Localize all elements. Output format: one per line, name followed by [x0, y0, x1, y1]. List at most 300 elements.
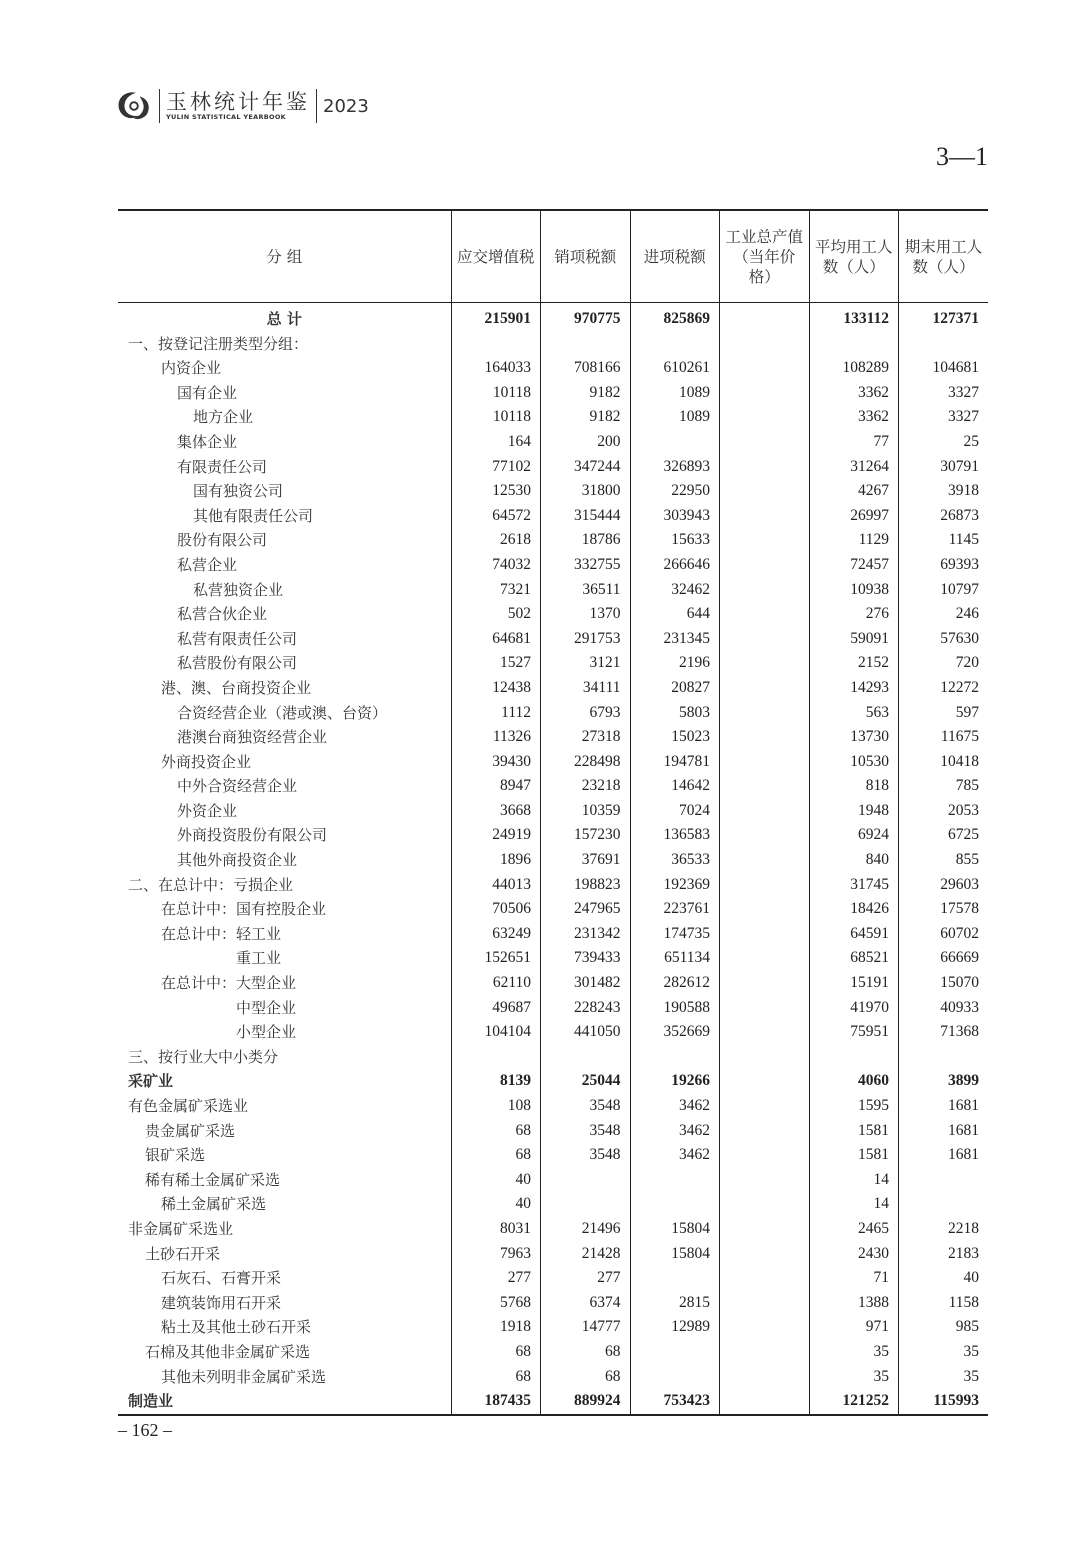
- table-cell: 69393: [899, 553, 989, 578]
- row-label: 稀有稀土金属矿采选: [145, 1170, 281, 1189]
- table-cell: 5768: [451, 1291, 541, 1316]
- row-label: 小型企业: [236, 1023, 297, 1042]
- table-cell: [720, 701, 810, 726]
- table-cell: 301482: [541, 971, 631, 996]
- row-label: 三、按行业大中小类分: [128, 1047, 279, 1066]
- table-cell: 200: [541, 430, 631, 455]
- table-cell: [720, 1045, 810, 1070]
- table-cell: 1129: [809, 528, 899, 553]
- column-header: 工业总产值（当年价格）: [720, 210, 810, 303]
- row-label: 石灰石、石膏开采: [161, 1269, 282, 1288]
- table-cell: 7963: [451, 1242, 541, 1267]
- table-row: [118, 553, 988, 578]
- table-cell: 40: [899, 1266, 989, 1291]
- table-cell: 190588: [630, 996, 720, 1021]
- table-cell: 68: [451, 1119, 541, 1144]
- table-row: [118, 1143, 988, 1168]
- row-label: 私营合伙企业: [177, 605, 268, 624]
- row-label: 有色金属矿采选业: [128, 1097, 249, 1115]
- table-cell: [630, 1168, 720, 1193]
- table-cell: 39430: [451, 750, 541, 775]
- table-cell: 4060: [809, 1069, 899, 1094]
- table-cell: 10118: [451, 381, 541, 406]
- table-cell: [720, 479, 810, 504]
- table-cell: 1145: [899, 528, 989, 553]
- table-cell: 71: [809, 1266, 899, 1291]
- yearbook-title-cn: 玉林统计年鉴: [166, 90, 310, 114]
- table-row: [118, 1217, 988, 1242]
- table-row: [118, 1119, 988, 1144]
- table-cell: 14642: [630, 774, 720, 799]
- table-cell: [720, 430, 810, 455]
- table-cell: 6725: [899, 823, 989, 848]
- row-label: 贵金属矿采选: [145, 1121, 236, 1140]
- table-cell: 157230: [541, 823, 631, 848]
- row-label: 集体企业: [177, 432, 238, 451]
- row-label: 土砂石开采: [145, 1244, 221, 1263]
- table-cell: [899, 332, 989, 357]
- table-cell: 1681: [899, 1119, 989, 1144]
- page-number: – 162 –: [118, 1420, 172, 1440]
- table-cell: 68: [451, 1365, 541, 1390]
- table-cell: [720, 971, 810, 996]
- column-header: 分 组: [118, 210, 451, 303]
- table-cell: [720, 1168, 810, 1193]
- table-cell: [720, 1119, 810, 1144]
- table-cell: 1112: [451, 701, 541, 726]
- table-cell: 3548: [541, 1143, 631, 1168]
- table-cell: 198823: [541, 873, 631, 898]
- table-cell: 818: [809, 774, 899, 799]
- table-cell: 25044: [541, 1069, 631, 1094]
- table-cell: [720, 873, 810, 898]
- table-cell: [630, 1045, 720, 1070]
- table-cell: [630, 332, 720, 357]
- table-cell: 26873: [899, 504, 989, 529]
- table-row: [118, 676, 988, 701]
- table-cell: [720, 799, 810, 824]
- table-cell: 15633: [630, 528, 720, 553]
- table-cell: 133112: [809, 303, 899, 332]
- table-cell: 708166: [541, 356, 631, 381]
- row-label: 在总计中：大型企业: [161, 974, 297, 993]
- table-cell: 1370: [541, 602, 631, 627]
- table-cell: [720, 1069, 810, 1094]
- table-cell: [720, 627, 810, 652]
- table-cell: [720, 356, 810, 381]
- table-row: [118, 774, 988, 799]
- table-cell: 108: [451, 1094, 541, 1119]
- row-label: 港澳台商独资经营企业: [177, 728, 328, 747]
- table-cell: 41970: [809, 996, 899, 1021]
- table-cell: 10797: [899, 578, 989, 603]
- table-row: [118, 303, 988, 332]
- table-cell: 68: [451, 1143, 541, 1168]
- table-cell: 14777: [541, 1315, 631, 1340]
- table-row: [118, 1020, 988, 1045]
- row-label: 中型企业: [236, 998, 297, 1017]
- table-cell: [630, 1192, 720, 1217]
- table-cell: 277: [451, 1266, 541, 1291]
- column-header: 进项税额: [630, 210, 720, 303]
- column-header: 销项税额: [541, 210, 631, 303]
- yearbook-title-en: YULIN STATISTICAL YEARBOOK: [166, 113, 287, 121]
- table-cell: 3668: [451, 799, 541, 824]
- table-cell: 187435: [451, 1389, 541, 1415]
- table-cell: [541, 1192, 631, 1217]
- table-cell: 326893: [630, 455, 720, 480]
- table-cell: 23218: [541, 774, 631, 799]
- table-cell: 136583: [630, 823, 720, 848]
- table-cell: 10418: [899, 750, 989, 775]
- table-cell: 3462: [630, 1094, 720, 1119]
- table-row: [118, 578, 988, 603]
- table-cell: 194781: [630, 750, 720, 775]
- table-cell: 164: [451, 430, 541, 455]
- table-cell: [720, 1266, 810, 1291]
- table-row: [118, 479, 988, 504]
- table-cell: 10938: [809, 578, 899, 603]
- table-cell: 115993: [899, 1389, 989, 1415]
- table-cell: 68: [541, 1340, 631, 1365]
- table-cell: 247965: [541, 897, 631, 922]
- table-cell: 62110: [451, 971, 541, 996]
- row-label: 其他未列明非金属矿采选: [161, 1367, 327, 1386]
- row-label: 外商投资股份有限公司: [177, 826, 328, 845]
- table-cell: 64591: [809, 922, 899, 947]
- table-cell: 502: [451, 602, 541, 627]
- table-cell: 228243: [541, 996, 631, 1021]
- table-cell: 720: [899, 651, 989, 676]
- table-cell: 840: [809, 848, 899, 873]
- table-cell: 223761: [630, 897, 720, 922]
- table-cell: 12272: [899, 676, 989, 701]
- column-header: 应交增值税: [451, 210, 541, 303]
- row-label: 其他外商投资企业: [177, 851, 298, 870]
- table-cell: 231342: [541, 922, 631, 947]
- table-cell: [720, 750, 810, 775]
- table-cell: 985: [899, 1315, 989, 1340]
- table-cell: 63249: [451, 922, 541, 947]
- table-cell: 32462: [630, 578, 720, 603]
- table-row: [118, 1365, 988, 1390]
- table-row: [118, 1242, 988, 1267]
- table-row: [118, 701, 988, 726]
- table-cell: 31745: [809, 873, 899, 898]
- table-row: [118, 799, 988, 824]
- table-cell: 30791: [899, 455, 989, 480]
- table-cell: [720, 996, 810, 1021]
- table-cell: 11326: [451, 725, 541, 750]
- table-cell: [541, 1045, 631, 1070]
- row-label: 外商投资企业: [161, 752, 252, 771]
- table-cell: 1948: [809, 799, 899, 824]
- table-cell: 2152: [809, 651, 899, 676]
- table-cell: 2183: [899, 1242, 989, 1267]
- table-cell: 68: [541, 1365, 631, 1390]
- table-cell: 15191: [809, 971, 899, 996]
- table-cell: [720, 946, 810, 971]
- table-cell: [899, 1168, 989, 1193]
- table-row: [118, 823, 988, 848]
- table-cell: 174735: [630, 922, 720, 947]
- table-cell: [720, 1094, 810, 1119]
- row-label: 私营股份有限公司: [177, 654, 298, 673]
- table-cell: 6924: [809, 823, 899, 848]
- table-cell: 3327: [899, 405, 989, 430]
- table-cell: [720, 1365, 810, 1390]
- table-cell: 68521: [809, 946, 899, 971]
- table-cell: [720, 455, 810, 480]
- yearbook-titles: [159, 89, 310, 123]
- table-cell: 889924: [541, 1389, 631, 1415]
- table-cell: 3899: [899, 1069, 989, 1094]
- table-row: [118, 405, 988, 430]
- table-cell: 37691: [541, 848, 631, 873]
- table-cell: 27318: [541, 725, 631, 750]
- table-cell: 651134: [630, 946, 720, 971]
- table-cell: 14: [809, 1192, 899, 1217]
- table-cell: 610261: [630, 356, 720, 381]
- table-cell: 57630: [899, 627, 989, 652]
- table-cell: [720, 1291, 810, 1316]
- table-cell: 40: [451, 1192, 541, 1217]
- table-cell: 1896: [451, 848, 541, 873]
- row-label: 制造业: [118, 1389, 451, 1415]
- table-cell: 36533: [630, 848, 720, 873]
- table-cell: 1089: [630, 381, 720, 406]
- row-label: 地方企业: [193, 408, 254, 427]
- row-label: 私营企业: [177, 555, 238, 574]
- table-cell: 282612: [630, 971, 720, 996]
- row-label: 石棉及其他非金属矿采选: [145, 1342, 311, 1361]
- table-cell: [720, 1242, 810, 1267]
- table-cell: 68: [451, 1340, 541, 1365]
- table-row: [118, 750, 988, 775]
- table-cell: 332755: [541, 553, 631, 578]
- table-row: [118, 1340, 988, 1365]
- row-label: 非金属矿采选业: [128, 1219, 234, 1238]
- table-cell: 29603: [899, 873, 989, 898]
- table-cell: 1388: [809, 1291, 899, 1316]
- table-cell: 31800: [541, 479, 631, 504]
- table-cell: 75951: [809, 1020, 899, 1045]
- table-cell: 49687: [451, 996, 541, 1021]
- table-cell: 4267: [809, 479, 899, 504]
- table-cell: [720, 1389, 810, 1415]
- table-cell: 71368: [899, 1020, 989, 1045]
- table-cell: 21496: [541, 1217, 631, 1242]
- table-cell: [541, 332, 631, 357]
- table-cell: 192369: [630, 873, 720, 898]
- table-cell: 215901: [451, 303, 541, 332]
- table-cell: 228498: [541, 750, 631, 775]
- table-cell: [720, 922, 810, 947]
- table-cell: [720, 303, 810, 332]
- table-cell: 3121: [541, 651, 631, 676]
- table-cell: 72457: [809, 553, 899, 578]
- table-cell: 276: [809, 602, 899, 627]
- yearbook-logo-icon: [115, 88, 153, 124]
- table-row: [118, 332, 988, 357]
- table-cell: 74032: [451, 553, 541, 578]
- row-label: 银矿采选: [145, 1146, 206, 1165]
- table-row: [118, 381, 988, 406]
- table-cell: 291753: [541, 627, 631, 652]
- table-cell: 7321: [451, 578, 541, 603]
- table-cell: 10118: [451, 405, 541, 430]
- table-cell: 6793: [541, 701, 631, 726]
- table-row: [118, 873, 988, 898]
- row-label: 有限责任公司: [177, 457, 268, 476]
- table-cell: 18786: [541, 528, 631, 553]
- row-label: 其他有限责任公司: [193, 506, 314, 525]
- table-cell: 441050: [541, 1020, 631, 1045]
- table-row: [118, 1315, 988, 1340]
- table-row: [118, 897, 988, 922]
- table-cell: 34111: [541, 676, 631, 701]
- table-cell: 971: [809, 1315, 899, 1340]
- table-cell: 104681: [899, 356, 989, 381]
- table-cell: 12530: [451, 479, 541, 504]
- table-cell: 121252: [809, 1389, 899, 1415]
- table-cell: 1527: [451, 651, 541, 676]
- table-cell: 24919: [451, 823, 541, 848]
- table-row: [118, 504, 988, 529]
- row-label: 国有独资公司: [193, 482, 284, 501]
- row-label: 私营有限责任公司: [177, 629, 298, 648]
- table-row: [118, 946, 988, 971]
- row-label: 在总计中：国有控股企业: [161, 900, 327, 919]
- table-cell: [451, 1045, 541, 1070]
- table-cell: [899, 1192, 989, 1217]
- table-cell: 8031: [451, 1217, 541, 1242]
- table-cell: 17578: [899, 897, 989, 922]
- table-cell: 3548: [541, 1119, 631, 1144]
- row-label: 在总计中：轻工业: [161, 924, 282, 943]
- table-cell: [720, 1192, 810, 1217]
- table-cell: 21428: [541, 1242, 631, 1267]
- table-row: [118, 1069, 988, 1094]
- table-cell: 19266: [630, 1069, 720, 1094]
- table-cell: [899, 1045, 989, 1070]
- column-header: 期末用工人数（人）: [899, 210, 989, 303]
- table-cell: 3918: [899, 479, 989, 504]
- table-cell: [720, 1315, 810, 1340]
- table-cell: 855: [899, 848, 989, 873]
- table-row: [118, 1389, 988, 1415]
- row-label: 采矿业: [128, 1072, 174, 1091]
- table-cell: [720, 602, 810, 627]
- row-label: 粘土及其他土砂石开采: [161, 1318, 312, 1337]
- table-cell: 36511: [541, 578, 631, 603]
- table-cell: 2053: [899, 799, 989, 824]
- table-cell: 2618: [451, 528, 541, 553]
- table-cell: 3362: [809, 405, 899, 430]
- table-cell: [720, 504, 810, 529]
- table-cell: 40933: [899, 996, 989, 1021]
- table-row: [118, 971, 988, 996]
- table-cell: [720, 676, 810, 701]
- table-cell: 785: [899, 774, 989, 799]
- table-cell: 1595: [809, 1094, 899, 1119]
- table-cell: 35: [899, 1365, 989, 1390]
- table-cell: [720, 553, 810, 578]
- table-cell: [720, 897, 810, 922]
- table-cell: 31264: [809, 455, 899, 480]
- table-cell: [630, 430, 720, 455]
- row-label: 私营独资企业: [193, 580, 284, 599]
- table-cell: [630, 1266, 720, 1291]
- table-cell: 20827: [630, 676, 720, 701]
- row-label: 国有企业: [177, 383, 238, 402]
- table-cell: 127371: [899, 303, 989, 332]
- table-cell: 2430: [809, 1242, 899, 1267]
- row-label: 二、在总计中：亏损企业: [128, 875, 294, 894]
- table-header-row: [118, 210, 988, 303]
- table-row: [118, 627, 988, 652]
- row-label: 中外合资经营企业: [177, 777, 298, 796]
- table-cell: [720, 578, 810, 603]
- table-cell: [720, 1217, 810, 1242]
- table-cell: [720, 823, 810, 848]
- row-label: 合资经营企业（港或澳、台资）: [177, 703, 388, 722]
- table-cell: 1681: [899, 1143, 989, 1168]
- row-label: 一、按登记注册类型分组：: [128, 334, 309, 353]
- table-cell: 3327: [899, 381, 989, 406]
- table-body: [118, 303, 988, 1415]
- table-row: [118, 1192, 988, 1217]
- row-label: 港、澳、台商投资企业: [161, 678, 312, 697]
- table-cell: 25: [899, 430, 989, 455]
- table-cell: 3362: [809, 381, 899, 406]
- table-cell: [720, 405, 810, 430]
- table-cell: 44013: [451, 873, 541, 898]
- table-cell: 64681: [451, 627, 541, 652]
- table-row: [118, 848, 988, 873]
- table-cell: [720, 651, 810, 676]
- table-cell: 1918: [451, 1315, 541, 1340]
- table-cell: 35: [809, 1340, 899, 1365]
- table-cell: [630, 1365, 720, 1390]
- table-cell: 164033: [451, 356, 541, 381]
- table-cell: 14: [809, 1168, 899, 1193]
- table-cell: 35: [899, 1340, 989, 1365]
- table-cell: 66669: [899, 946, 989, 971]
- row-label: 内资企业: [161, 359, 222, 378]
- column-header: 平均用工人数（人）: [809, 210, 899, 303]
- table-cell: 1158: [899, 1291, 989, 1316]
- table-cell: 644: [630, 602, 720, 627]
- table-cell: [720, 774, 810, 799]
- table-cell: 597: [899, 701, 989, 726]
- table-cell: 970775: [541, 303, 631, 332]
- table-cell: 15070: [899, 971, 989, 996]
- table-row: [118, 1168, 988, 1193]
- table-cell: 152651: [451, 946, 541, 971]
- table-cell: 8947: [451, 774, 541, 799]
- table-cell: 347244: [541, 455, 631, 480]
- table-cell: 231345: [630, 627, 720, 652]
- table-row: [118, 455, 988, 480]
- table-cell: 7024: [630, 799, 720, 824]
- table-cell: 12989: [630, 1315, 720, 1340]
- row-label: 建筑装饰用石开采: [161, 1293, 282, 1312]
- table-cell: [630, 1340, 720, 1365]
- row-label: 外资企业: [177, 801, 238, 820]
- table-cell: 15804: [630, 1242, 720, 1267]
- table-cell: 1581: [809, 1143, 899, 1168]
